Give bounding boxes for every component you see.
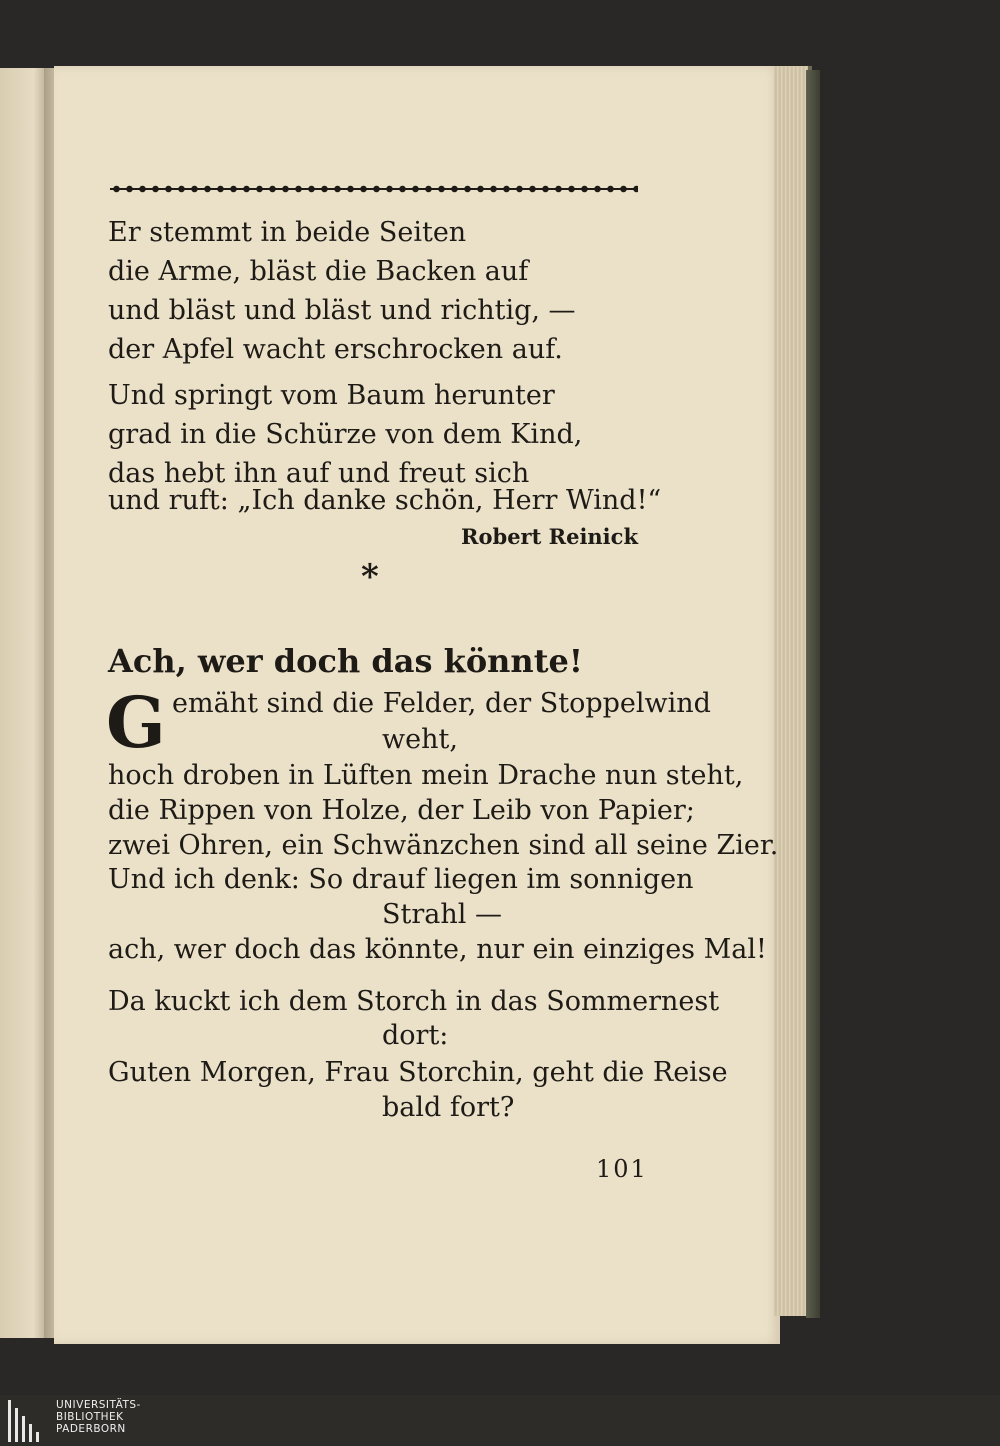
page-number: 101 — [596, 1155, 648, 1183]
footer-bar — [0, 1395, 1000, 1446]
left-page-edge — [0, 68, 48, 1338]
poem-title: Ach, wer doch das könnte! — [108, 642, 583, 680]
poem-line: Und ich denk: So drauf liegen im sonnigen — [108, 864, 694, 895]
poem-line: und ruft: „Ich danke schön, Herr Wind!“ — [108, 485, 662, 516]
poem-line: zwei Ohren, ein Schwänzchen sind all seine Zier. — [108, 830, 779, 861]
poem-line: dort: — [382, 1020, 449, 1051]
poem-line: Er stemmt in beide Seiten — [108, 217, 467, 248]
poem-line: die Arme, bläst die Backen auf — [108, 256, 529, 287]
poem-line: Und springt vom Baum herunter — [108, 380, 555, 411]
logo-line: BIBLIOTHEK — [56, 1411, 124, 1423]
logo-line: UNIVERSITÄTS- — [56, 1399, 141, 1411]
poem-line: weht, — [382, 724, 458, 755]
poem-line: Guten Morgen, Frau Storchin, geht die Reise — [108, 1057, 728, 1088]
poem-line: grad in die Schürze von dem Kind, — [108, 419, 583, 450]
poem-line: ach, wer doch das könnte, nur ein einziges Mal! — [108, 934, 767, 965]
library-logo-icon — [8, 1400, 50, 1442]
poem-line: der Apfel wacht erschrocken auf. — [108, 334, 563, 365]
poem-line: und bläst und bläst und richtig, — — [108, 295, 576, 326]
book-cover-edge — [806, 70, 820, 1318]
library-logo-text — [56, 1399, 141, 1435]
poem-line: hoch droben in Lüften mein Drache nun steht, — [108, 760, 744, 791]
drop-cap: G — [106, 681, 166, 764]
poem-line: Strahl — — [382, 899, 502, 930]
poem-line: das hebt ihn auf und freut sich — [108, 458, 530, 489]
poem-line: emäht sind die Felder, der Stoppelwind — [172, 688, 711, 719]
poem-line: bald fort? — [382, 1092, 515, 1123]
section-separator: * — [361, 557, 379, 597]
decorative-rule — [110, 183, 638, 195]
logo-line: PADERBORN — [56, 1423, 126, 1435]
poem-line: Da kuckt ich dem Storch in das Sommernest — [108, 986, 720, 1017]
poem-attribution: Robert Reinick — [461, 524, 638, 549]
poem-line: die Rippen von Holze, der Leib von Papier; — [108, 795, 695, 826]
